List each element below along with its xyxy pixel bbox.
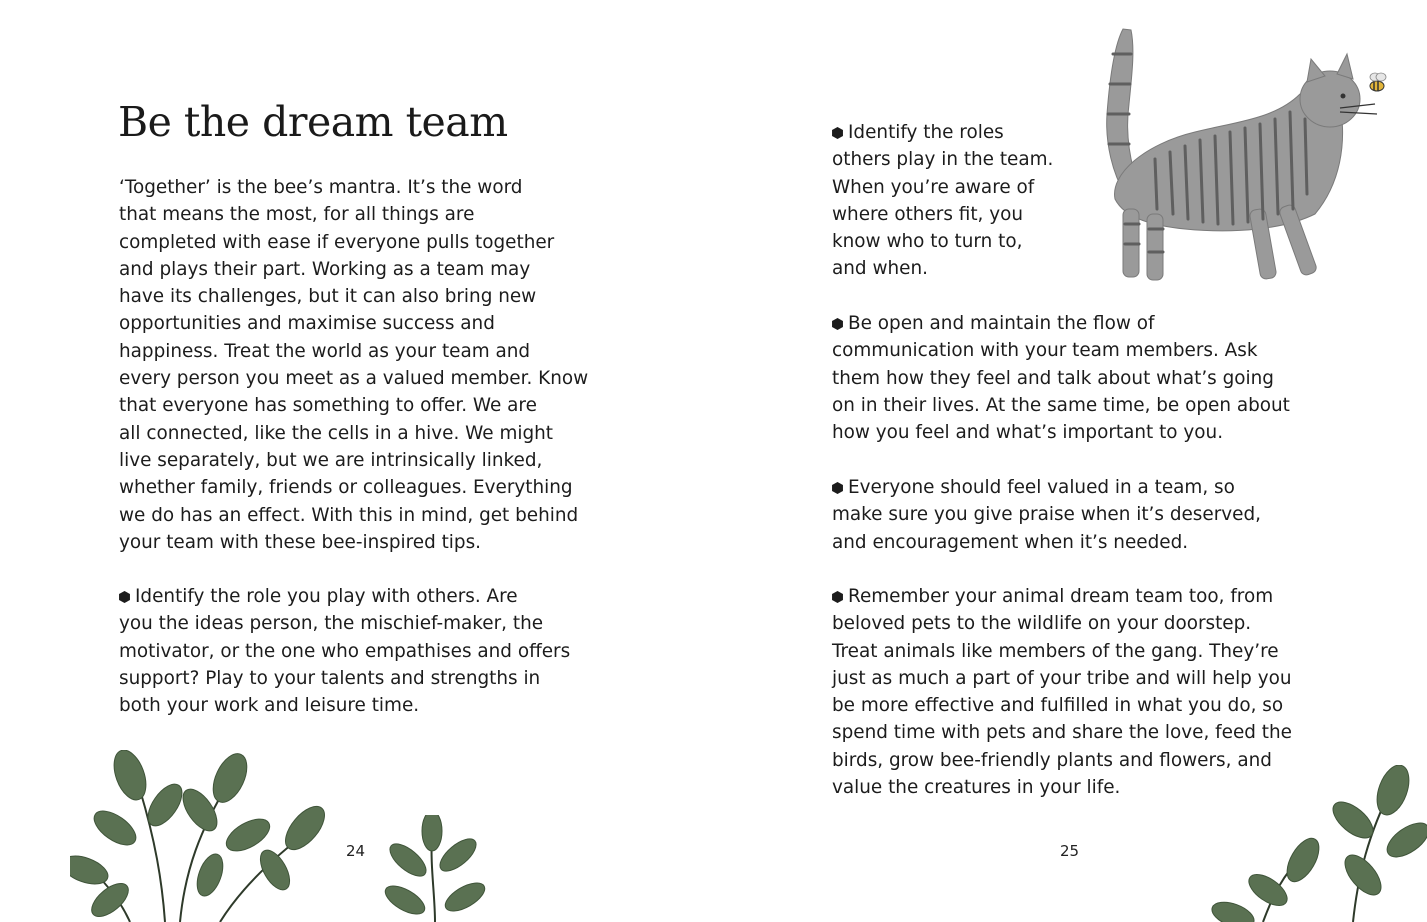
text-line: that means the most, for all things are bbox=[119, 204, 475, 226]
page-number: 25 bbox=[1060, 842, 1080, 860]
text-line: on in their lives. At the same time, be open about bbox=[832, 394, 1290, 416]
text-line: make sure you give praise when it’s deserved, bbox=[832, 504, 1261, 526]
small-plant-illustration bbox=[380, 815, 490, 922]
tabby-cat-illustration bbox=[1085, 24, 1395, 289]
intro-paragraph bbox=[119, 174, 588, 556]
text-line: happiness. Treat the world as your team and bbox=[119, 340, 531, 362]
right-page bbox=[713, 0, 1427, 922]
text-line: and plays their part. Working as a team may bbox=[119, 258, 531, 280]
text-line: have its challenges, but it can also bring new bbox=[119, 286, 537, 308]
text-line: support? Play to your talents and strengths in bbox=[119, 667, 541, 689]
text-line: and when. bbox=[832, 258, 928, 280]
text-line: others play in the team. bbox=[832, 149, 1054, 171]
text-line: just as much a part of your tribe and will help you bbox=[832, 667, 1292, 689]
tip-others-roles-paragraph bbox=[832, 119, 1053, 283]
text-line: where others fit, you bbox=[832, 203, 1024, 225]
hexagon-bullet-icon bbox=[832, 591, 843, 603]
left-page bbox=[0, 0, 713, 922]
tip-role-paragraph bbox=[119, 583, 570, 719]
hexagon-bullet-icon bbox=[832, 318, 843, 330]
text-line: whether family, friends or colleagues. Everything bbox=[119, 477, 573, 499]
text-line: value the creatures in your life. bbox=[832, 777, 1121, 799]
text-line: motivator, or the one who empathises and offers bbox=[119, 640, 571, 662]
text-line: that everyone has something to offer. We are bbox=[119, 395, 537, 417]
page-title: Be the dream team bbox=[118, 98, 508, 146]
text-line: Identify the role you play with others. Are bbox=[135, 586, 518, 607]
text-line: every person you meet as a valued member. Know bbox=[119, 368, 589, 390]
text-line: Identify the roles bbox=[848, 122, 1004, 143]
tip-valued-paragraph bbox=[832, 474, 1261, 556]
text-line: Remember your animal dream team too, from bbox=[848, 586, 1274, 607]
leafy-plant-illustration bbox=[70, 750, 340, 922]
hexagon-bullet-icon bbox=[832, 127, 843, 139]
text-line: your team with these bee-inspired tips. bbox=[119, 531, 482, 553]
text-line: and encouragement when it’s needed. bbox=[832, 531, 1189, 553]
text-line: Be open and maintain the flow of bbox=[848, 313, 1155, 334]
text-line: you the ideas person, the mischief-maker, the bbox=[119, 613, 544, 635]
text-line: we do has an effect. With this in mind, get behind bbox=[119, 504, 579, 526]
cat-eye bbox=[1341, 94, 1346, 99]
text-line: all connected, like the cells in a hive. We might bbox=[119, 422, 554, 444]
text-line: live separately, but we are intrinsically linked, bbox=[119, 449, 543, 471]
hexagon-bullet-icon bbox=[832, 482, 843, 494]
text-line: When you’re aware of bbox=[832, 176, 1035, 198]
text-line: birds, grow bee-friendly plants and flowers, and bbox=[832, 749, 1272, 771]
text-line: be more effective and fulfilled in what you do, so bbox=[832, 695, 1284, 717]
text-line: know who to turn to, bbox=[832, 231, 1023, 253]
text-line: opportunities and maximise success and bbox=[119, 313, 495, 335]
tip-communication-paragraph bbox=[832, 310, 1290, 446]
text-line: spend time with pets and share the love, feed the bbox=[832, 722, 1292, 744]
text-line: them how they feel and talk about what’s going bbox=[832, 367, 1274, 389]
text-line: both your work and leisure time. bbox=[119, 695, 420, 717]
leafy-plant-illustration bbox=[1203, 765, 1427, 922]
text-line: ‘Together’ is the bee’s mantra. It’s the word bbox=[119, 177, 523, 198]
text-line: how you feel and what’s important to you. bbox=[832, 422, 1224, 444]
text-line: communication with your team members. Ask bbox=[832, 340, 1258, 362]
text-line: beloved pets to the wildlife on your doorstep. bbox=[832, 613, 1252, 635]
text-line: completed with ease if everyone pulls together bbox=[119, 231, 555, 253]
bee-icon bbox=[1370, 73, 1386, 91]
hexagon-bullet-icon bbox=[119, 591, 130, 603]
text-line: Everyone should feel valued in a team, so bbox=[848, 477, 1235, 498]
page-number: 24 bbox=[346, 842, 366, 860]
text-line: Treat animals like members of the gang. They’re bbox=[832, 640, 1279, 662]
